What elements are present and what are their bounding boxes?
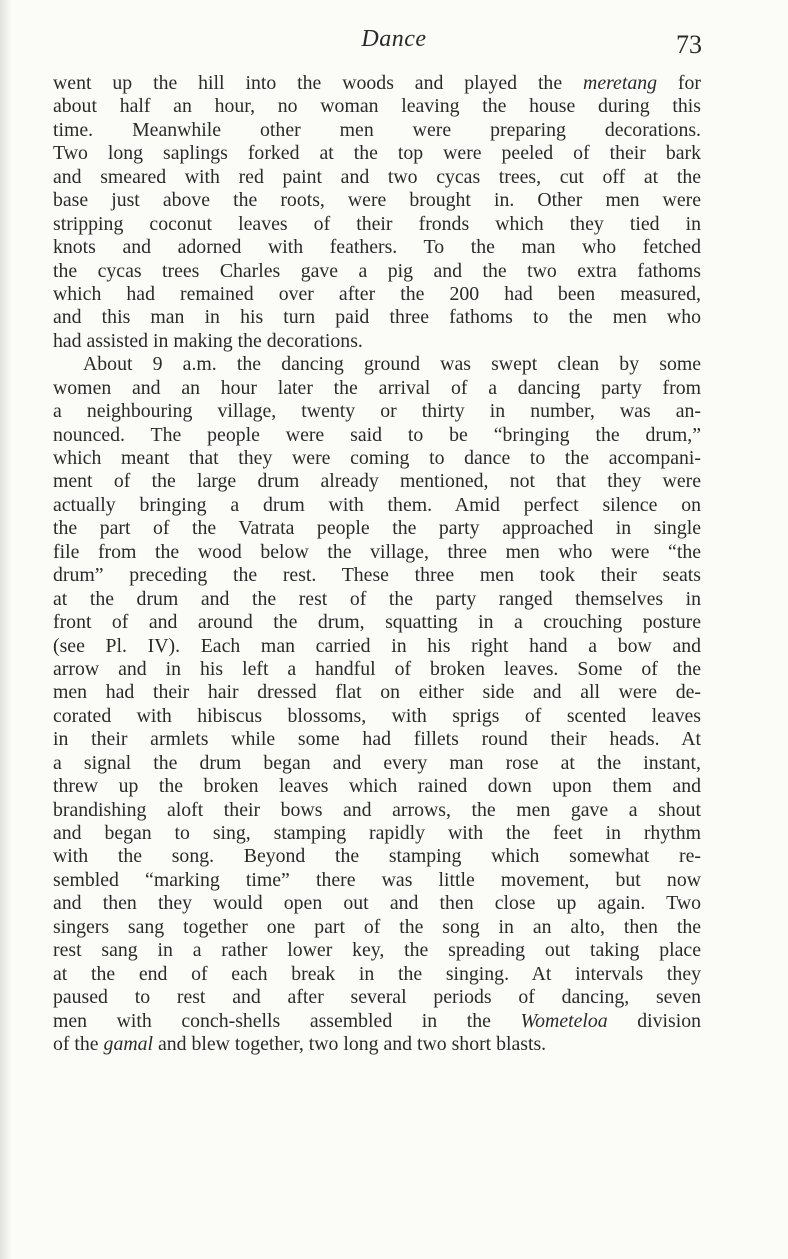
text-line <box>53 658 701 681</box>
italic-term: gamal <box>103 1032 153 1055</box>
text-line <box>53 353 701 376</box>
binding-shadow <box>0 0 12 1259</box>
text-line <box>53 752 701 775</box>
text-line <box>53 142 701 165</box>
text-line <box>53 916 701 939</box>
text-line <box>53 283 701 306</box>
text-run: singers sang together one part of the song in an alto, then the <box>53 915 701 938</box>
text-line <box>53 377 701 400</box>
text-line <box>53 306 701 329</box>
text-line <box>53 799 701 822</box>
text-run: men with conch-shells assembled in the <box>53 1009 521 1032</box>
text-line <box>53 1010 701 1033</box>
text-run: rest sang in a rather lower key, the spreading out taking place <box>53 939 701 962</box>
text-run: division <box>607 1009 701 1032</box>
text-line <box>53 494 701 517</box>
text-run: for <box>657 72 702 94</box>
text-run: brandishing aloft their bows and arrows, the men gave a shout <box>53 798 701 821</box>
text-line <box>53 775 701 798</box>
text-run: the part of the Vatrata people the party approached in single <box>53 517 701 540</box>
text-line <box>53 939 701 962</box>
text-line <box>53 869 701 892</box>
text-line <box>53 588 701 611</box>
text-line <box>53 892 701 915</box>
text-run: About 9 a.m. the dancing ground was swept clean by some <box>83 353 701 376</box>
text-run: time. Meanwhile other men were preparing decorations. <box>53 118 701 141</box>
text-line <box>53 260 701 283</box>
text-line <box>53 517 701 540</box>
text-run: (see Pl. IV). Each man carried in his right hand a bow and <box>53 634 701 657</box>
text-run: and then they would open out and then close up again. Two <box>53 892 701 915</box>
text-line <box>53 681 701 704</box>
text-run: had assisted in making the decorations. <box>53 329 363 352</box>
text-run: Two long saplings forked at the top were peeled of their bark <box>53 142 701 165</box>
running-title: Dance <box>361 26 427 52</box>
text-line <box>53 236 701 259</box>
text-line <box>53 424 701 447</box>
text-run: a neighbouring village, twenty or thirty in number, was an- <box>53 400 701 423</box>
text-run: base just above the roots, were brought in. Other men were <box>53 189 701 212</box>
text-run: front of and around the drum, squatting in a crouching posture <box>53 611 701 634</box>
text-run: and began to sing, stamping rapidly with the feet in rhythm <box>53 822 701 844</box>
text-line <box>53 611 701 634</box>
text-line <box>53 330 701 353</box>
text-run: actually bringing a drum with them. Amid perfect silence on <box>53 493 701 516</box>
text-run: and blew together, two long and two short blasts. <box>153 1032 547 1055</box>
text-line <box>53 1033 701 1056</box>
text-line <box>53 213 701 236</box>
text-run: paused to rest and after several periods of dancing, seven <box>53 986 701 1009</box>
text-run: at the end of each break in the singing. At intervals they <box>53 962 701 985</box>
text-line <box>53 470 701 493</box>
text-run: the cycas trees Charles gave a pig and the two extra fathoms <box>53 259 701 282</box>
text-run: knots and adorned with feathers. To the man who fetched <box>53 236 701 259</box>
text-run: sembled “marking time” there was little movement, but now <box>53 868 701 891</box>
text-line <box>53 72 701 95</box>
text-run: arrow and in his left a handful of broken leaves. Some of the <box>53 657 701 680</box>
text-run: nounced. The people were said to be “bringing the drum,” <box>53 423 701 446</box>
text-line <box>53 541 701 564</box>
text-line <box>53 705 701 728</box>
text-run: a signal the drum began and every man rose at the instant, <box>53 751 701 774</box>
text-line <box>53 400 701 423</box>
running-head <box>0 26 788 66</box>
text-run: in their armlets while some had fillets round their heads. At <box>53 728 701 751</box>
text-run: which had remained over after the 200 had been measured, <box>53 282 701 305</box>
text-line <box>53 728 701 751</box>
text-line <box>53 963 701 986</box>
text-run: of the <box>53 1032 104 1055</box>
text-run: threw up the broken leaves which rained down upon them and <box>53 775 701 798</box>
text-run: drum” preceding the rest. These three men took their seats <box>53 564 701 587</box>
text-run: men had their hair dressed flat on either side and all were de- <box>53 681 701 704</box>
text-run: women and an hour later the arrival of a dancing party from <box>53 376 701 399</box>
text-line <box>53 986 701 1009</box>
text-line <box>53 119 701 142</box>
text-run: went up the hill into the woods and played the <box>53 72 584 94</box>
text-line <box>53 166 701 189</box>
text-run: and smeared with red paint and two cycas trees, cut off at the <box>53 165 701 188</box>
text-line <box>53 635 701 658</box>
text-line <box>53 564 701 587</box>
text-line <box>53 447 701 470</box>
text-run: which meant that they were coming to dance to the accompani- <box>53 447 701 469</box>
text-run: at the drum and the rest of the party ranged themselves in <box>53 587 701 610</box>
text-line <box>53 822 701 845</box>
italic-term: Wometeloa <box>520 1009 608 1032</box>
text-line <box>53 845 701 868</box>
page-number: 73 <box>676 30 702 59</box>
body-text <box>53 72 701 1056</box>
text-line <box>53 95 701 118</box>
text-run: file from the wood below the village, three men who were “the <box>53 540 701 563</box>
text-run: and this man in his turn paid three fathoms to the men who <box>53 306 701 329</box>
text-run: corated with hibiscus blossoms, with sprigs of scented leaves <box>53 704 701 727</box>
text-run: with the song. Beyond the stamping which somewhat re- <box>53 845 701 868</box>
italic-term: meretang <box>583 72 658 94</box>
text-run: ment of the large drum already mentioned, not that they were <box>53 470 701 493</box>
text-line <box>53 189 701 212</box>
text-run: about half an hour, no woman leaving the house during this <box>53 95 701 118</box>
text-run: stripping coconut leaves of their fronds which they tied in <box>53 212 701 235</box>
